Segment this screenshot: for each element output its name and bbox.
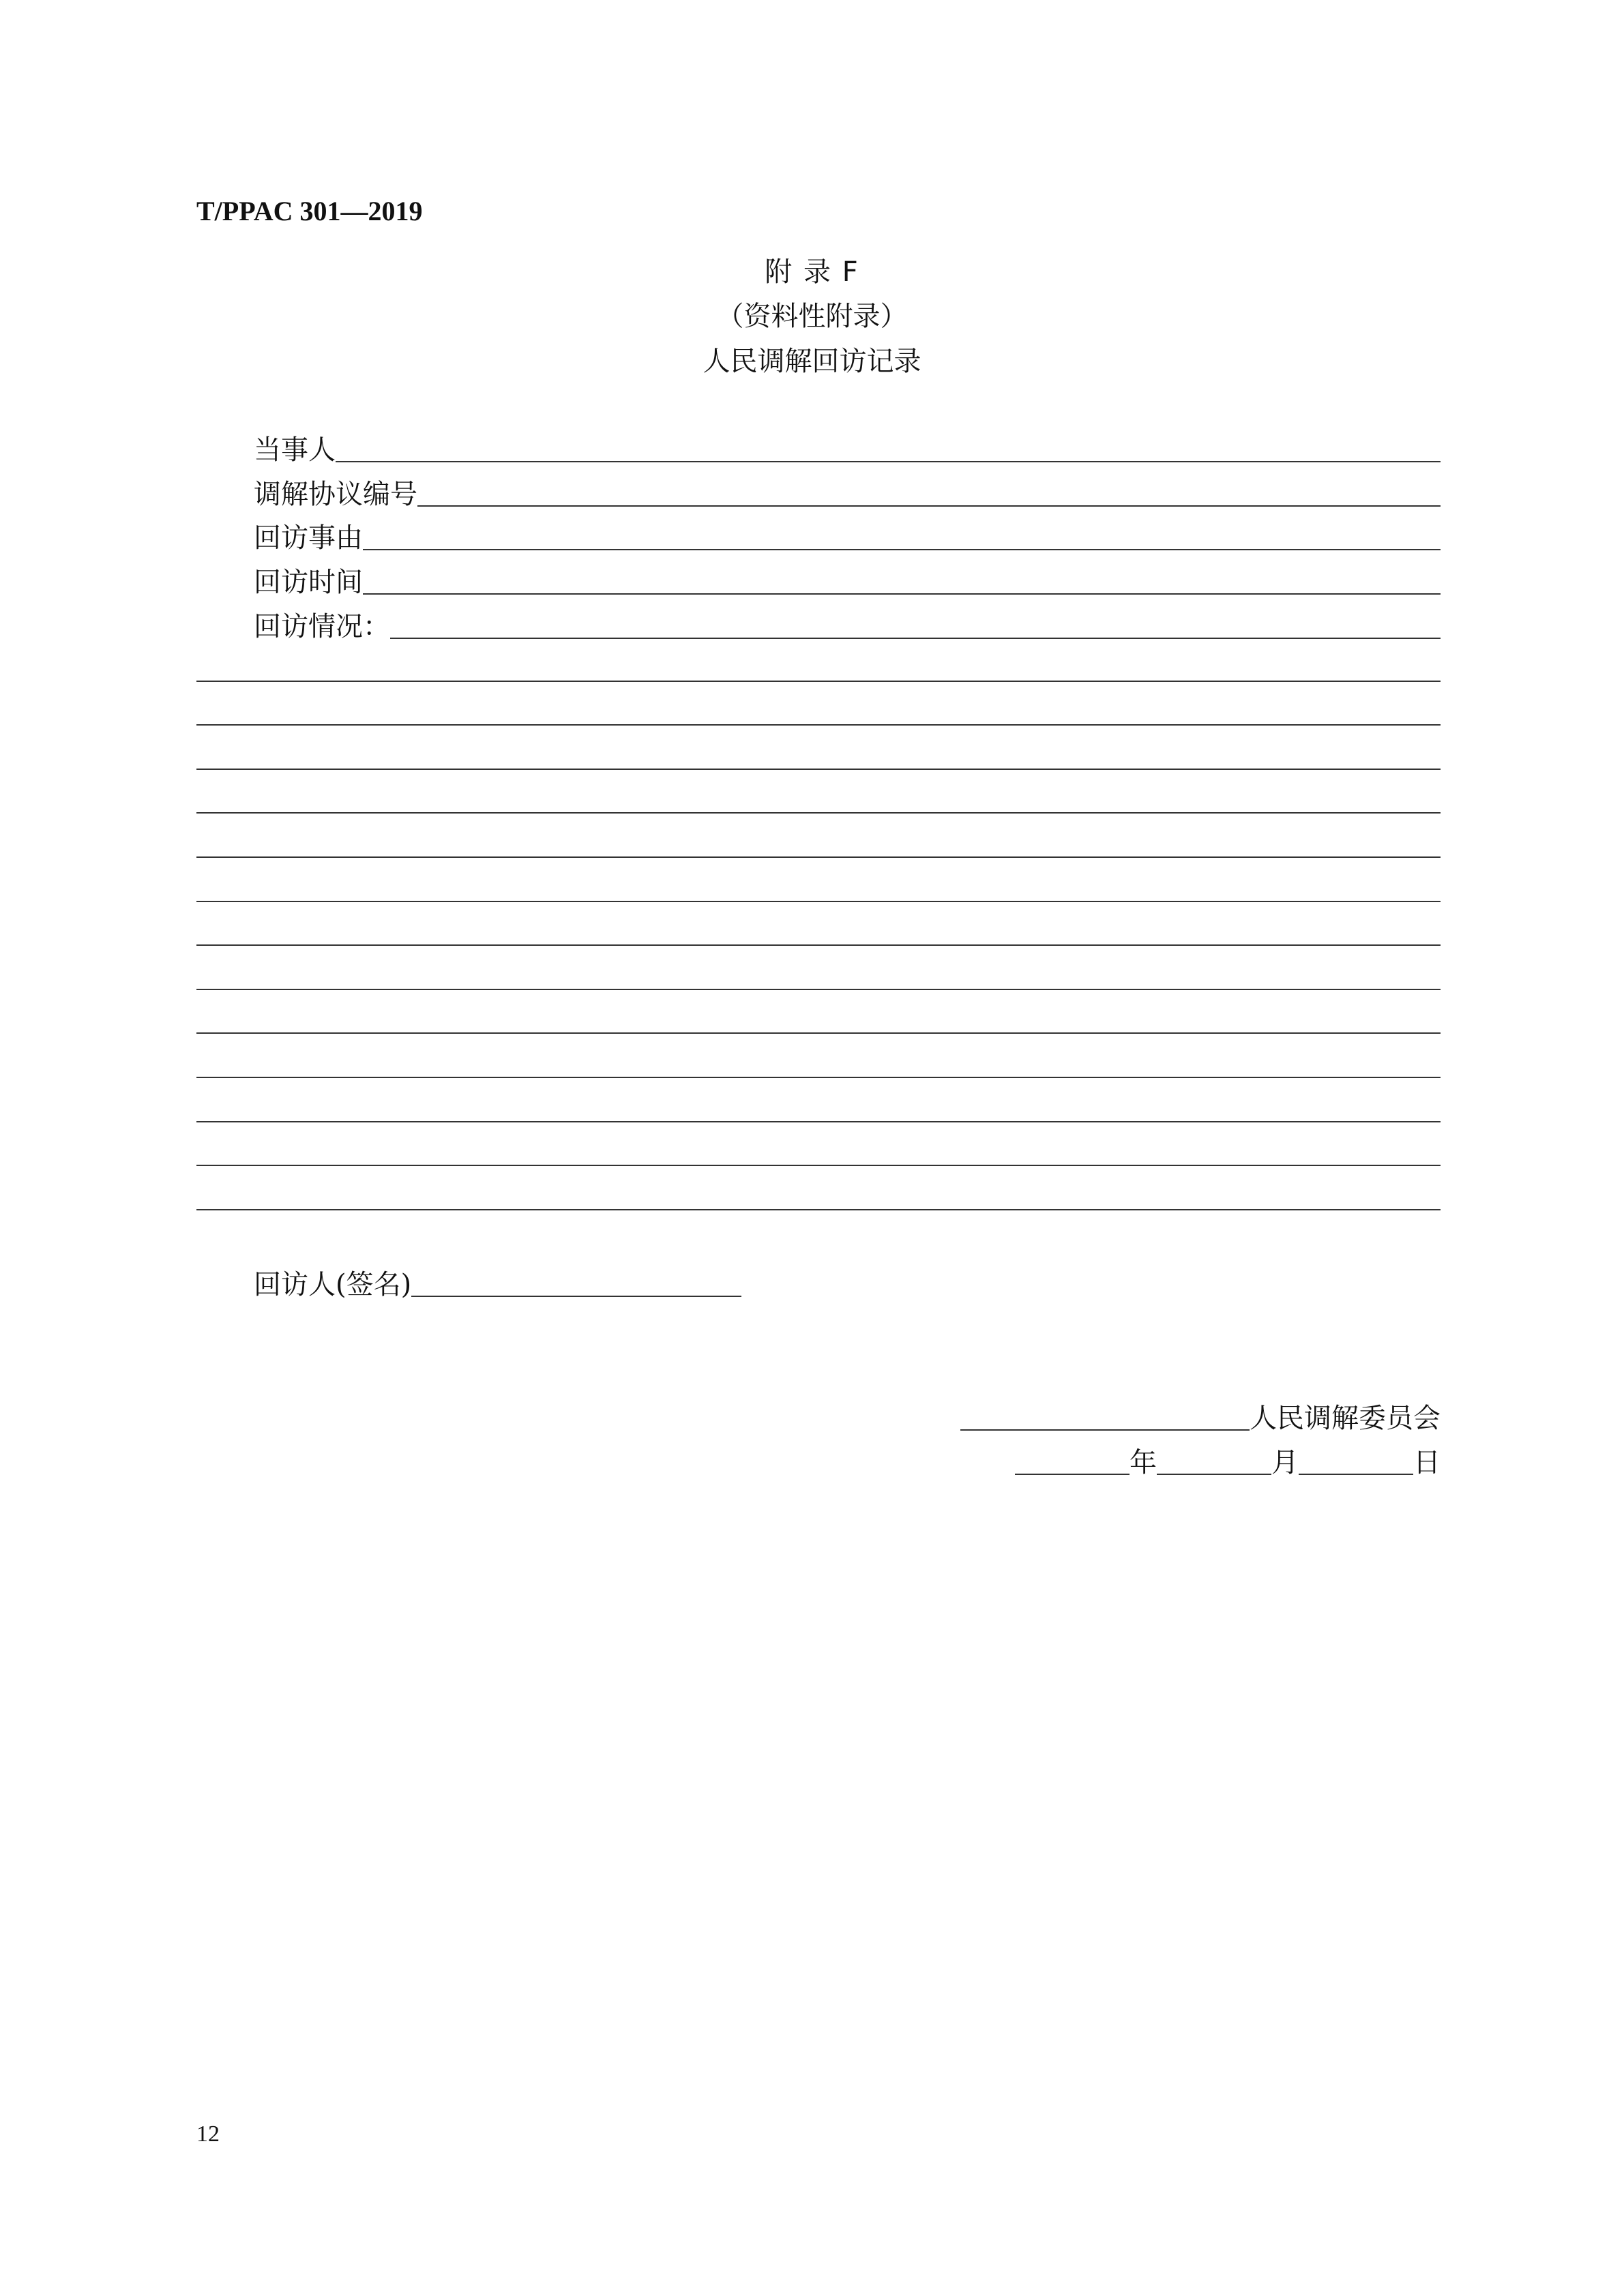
visit-time-blank[interactable] xyxy=(363,566,1441,595)
year-blank[interactable] xyxy=(1015,1446,1130,1475)
visit-status-writing-area xyxy=(196,638,1441,1210)
writing-line[interactable] xyxy=(196,1078,1441,1122)
writing-line[interactable] xyxy=(196,1122,1441,1167)
visitor-signature-blank[interactable] xyxy=(411,1268,741,1297)
agreement-number-field xyxy=(254,474,1441,511)
visit-time-label: 回访时间 xyxy=(254,567,363,598)
writing-line[interactable] xyxy=(196,726,1441,770)
visitor-signature-label: 回访人(签名) xyxy=(254,1269,412,1300)
month-blank[interactable] xyxy=(1157,1446,1271,1475)
visit-reason-label: 回访事由 xyxy=(254,522,363,554)
visit-status-label: 回访情况： xyxy=(254,611,390,642)
writing-line[interactable] xyxy=(196,902,1441,946)
writing-line[interactable] xyxy=(196,858,1441,902)
year-label: 年 xyxy=(1130,1447,1157,1478)
visitor-signature-field xyxy=(254,1264,741,1301)
writing-line[interactable] xyxy=(196,1034,1441,1078)
record-title: 人民调解回访记录 xyxy=(703,346,921,377)
visit-reason-blank[interactable] xyxy=(363,522,1441,550)
committee-name-blank[interactable] xyxy=(960,1402,1250,1431)
visit-reason-field xyxy=(254,518,1441,554)
page-number: 12 xyxy=(196,2121,220,2147)
writing-line[interactable] xyxy=(196,770,1441,814)
appendix-title: 附 录 F xyxy=(765,256,859,288)
writing-line[interactable] xyxy=(196,814,1441,858)
writing-line[interactable] xyxy=(196,990,1441,1034)
visit-status-blank[interactable] xyxy=(390,610,1441,639)
party-field xyxy=(254,430,1441,466)
committee-label: 人民调解委员会 xyxy=(1250,1403,1441,1434)
month-label: 月 xyxy=(1271,1447,1299,1478)
writing-line[interactable] xyxy=(196,682,1441,726)
date-field xyxy=(1015,1442,1441,1479)
agreement-number-blank[interactable] xyxy=(417,478,1441,507)
writing-line[interactable] xyxy=(196,638,1441,682)
day-blank[interactable] xyxy=(1299,1446,1413,1475)
appendix-type: （资料性附录） xyxy=(716,301,908,332)
writing-line[interactable] xyxy=(196,946,1441,990)
party-blank[interactable] xyxy=(336,434,1441,462)
day-label: 日 xyxy=(1413,1447,1441,1478)
standard-code: T/PPAC 301—2019 xyxy=(196,196,423,226)
party-label: 当事人 xyxy=(254,434,336,466)
committee-field xyxy=(960,1398,1441,1435)
writing-line[interactable] xyxy=(196,1166,1441,1210)
visit-time-field xyxy=(254,562,1441,599)
agreement-number-label: 调解协议编号 xyxy=(254,479,417,510)
